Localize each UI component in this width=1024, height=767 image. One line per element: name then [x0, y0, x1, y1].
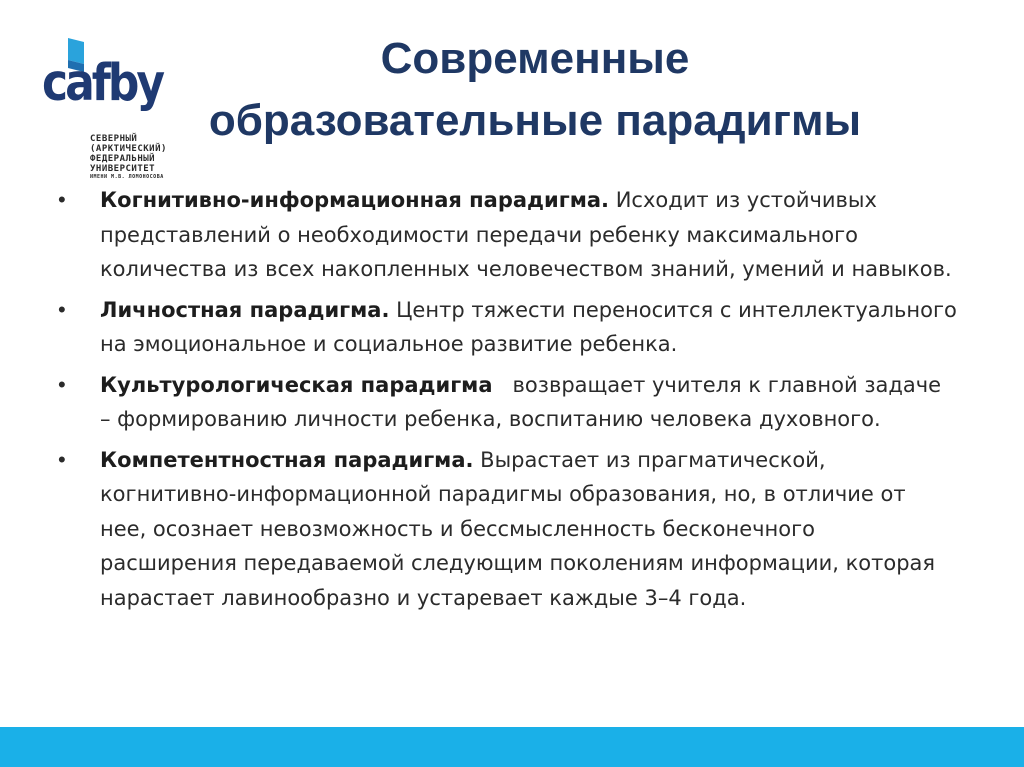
bullet-icon: •: [58, 446, 66, 472]
paradigm-description: Центр тяжести переносится с интеллектуального на эмоциональное и социальное развитие ребенка.: [100, 297, 957, 356]
paradigm-description: Исходит из устойчивых представлений о необходимости передачи ребенку максимального количества из всех накопленных человечеством знаний, умений и навыков.: [100, 188, 952, 281]
paradigm-name: Компетентностная парадигма.: [100, 447, 474, 472]
list-item: [58, 183, 958, 287]
title-line-2: образовательные парадигмы: [208, 96, 862, 145]
logo-line: СЕВЕРНЫЙ: [90, 134, 138, 144]
list-item: [58, 293, 958, 362]
list-item: [58, 368, 958, 437]
logo-wordmark: cafby: [42, 54, 163, 113]
list-item-text: [100, 368, 958, 437]
footer-band: [0, 727, 1024, 767]
logo-line: ФЕДЕРАЛЬНЫЙ: [90, 154, 156, 164]
paradigm-description: возвращает учителя к главной задаче – формированию личности ребенка, воспитанию человека духовного.: [100, 372, 948, 431]
slide-title: [140, 28, 930, 152]
bullet-icon: •: [58, 371, 66, 397]
paradigm-name: Культурологическая парадигма: [100, 372, 493, 397]
list-item-text: [100, 293, 958, 362]
bullet-icon: •: [58, 187, 66, 212]
bullet-list: [58, 183, 958, 621]
university-logo: [36, 30, 167, 190]
list-item: [58, 443, 958, 616]
paradigm-name: Личностная парадигма.: [100, 297, 390, 322]
logo-line: (АРКТИЧЕСКИЙ): [90, 144, 167, 154]
logo-line: ИМЕНИ М.В. ЛОМОНОСОВА: [90, 174, 164, 180]
title-line-1: Современные: [380, 34, 690, 83]
paradigm-description: Вырастает из прагматической, когнитивно-информационной парадигмы образования, но, в отличие от нее, осознает невозможность и бессмысленность бесконечного расширения передаваемой следующим поколениям информации, которая нарастает лавинообразно и устаревает каждые 3–4 года.: [100, 447, 936, 610]
bullet-icon: •: [58, 296, 66, 322]
list-item-text: [100, 183, 958, 287]
logo-line: УНИВЕРСИТЕТ: [90, 164, 156, 174]
paradigm-name: Когнитивно-информационная парадигма.: [100, 188, 610, 212]
list-item-text: [100, 443, 958, 616]
